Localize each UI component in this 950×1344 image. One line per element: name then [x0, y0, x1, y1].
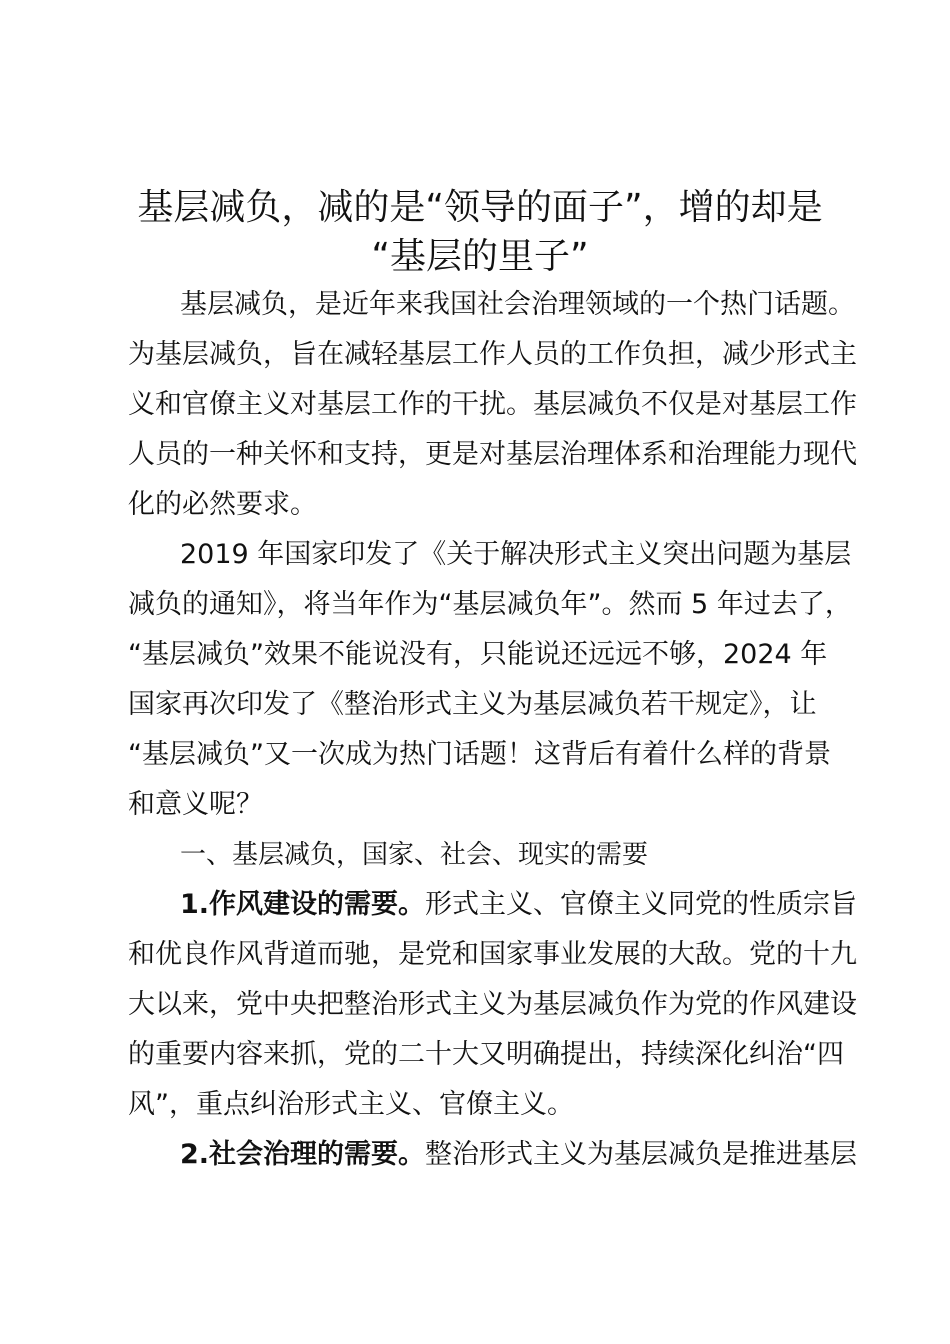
document-title-line-2: “基层的里子” [371, 236, 589, 277]
paragraph-2-line-6: 和意义呢？ [128, 789, 263, 820]
item-2-bold-lead: 2.社会治理的需要。 [180, 1139, 426, 1170]
paragraph-1-line-5: 化的必然要求。 [128, 489, 317, 520]
paragraph-1-line-2: 为基层减负，旨在减轻基层工作人员的工作负担，减少形式主 [128, 339, 857, 370]
paragraph-2-line-2: 减负的通知》，将当年作为“基层减负年”。然而 5 年过去了， [128, 589, 852, 620]
paragraph-2-line-3: “基层减负”效果不能说没有，只能说还远远不够，2024 年 [128, 639, 828, 670]
item-2-text: 整治形式主义为基层减负是推进基层 [425, 1139, 858, 1170]
paragraph-3-line-2: 和优良作风背道而驰，是党和国家事业发展的大敌。党的十九 [128, 939, 857, 970]
item-1-bold-lead: 1.作风建设的需要。 [180, 889, 426, 920]
paragraph-3-line-5: 风”，重点纠治形式主义、官僚主义。 [128, 1089, 574, 1120]
paragraph-1-line-1: 基层减负，是近年来我国社会治理领域的一个热门话题。 [180, 289, 855, 320]
paragraph-2-line-4: 国家再次印发了《整治形式主义为基层减负若干规定》，让 [128, 689, 817, 720]
paragraph-3-line-1 [180, 888, 857, 922]
paragraph-3-line-4: 的重要内容来抓，党的二十大又明确提出，持续深化纠治“四 [128, 1039, 844, 1070]
paragraph-4-line-1 [180, 1138, 857, 1172]
section-heading-1: 一、基层减负，国家、社会、现实的需要 [180, 840, 649, 870]
paragraph-1-line-3: 义和官僚主义对基层工作的干扰。基层减负不仅是对基层工作 [128, 389, 857, 420]
document-title-line-1: 基层减负，减的是“领导的面子”，增的却是 [137, 187, 823, 228]
item-1-text: 形式主义、官僚主义同党的性质宗旨 [425, 889, 858, 920]
paragraph-3-line-3: 大以来，党中央把整治形式主义为基层减负作为党的作风建设 [128, 989, 857, 1020]
paragraph-2-line-1: 2019 年国家印发了《关于解决形式主义突出问题为基层 [180, 539, 852, 570]
paragraph-1-line-4: 人员的一种关怀和支持，更是对基层治理体系和治理能力现代 [128, 439, 857, 470]
paragraph-2-line-5: “基层减负”又一次成为热门话题！这背后有着什么样的背景 [128, 739, 831, 770]
